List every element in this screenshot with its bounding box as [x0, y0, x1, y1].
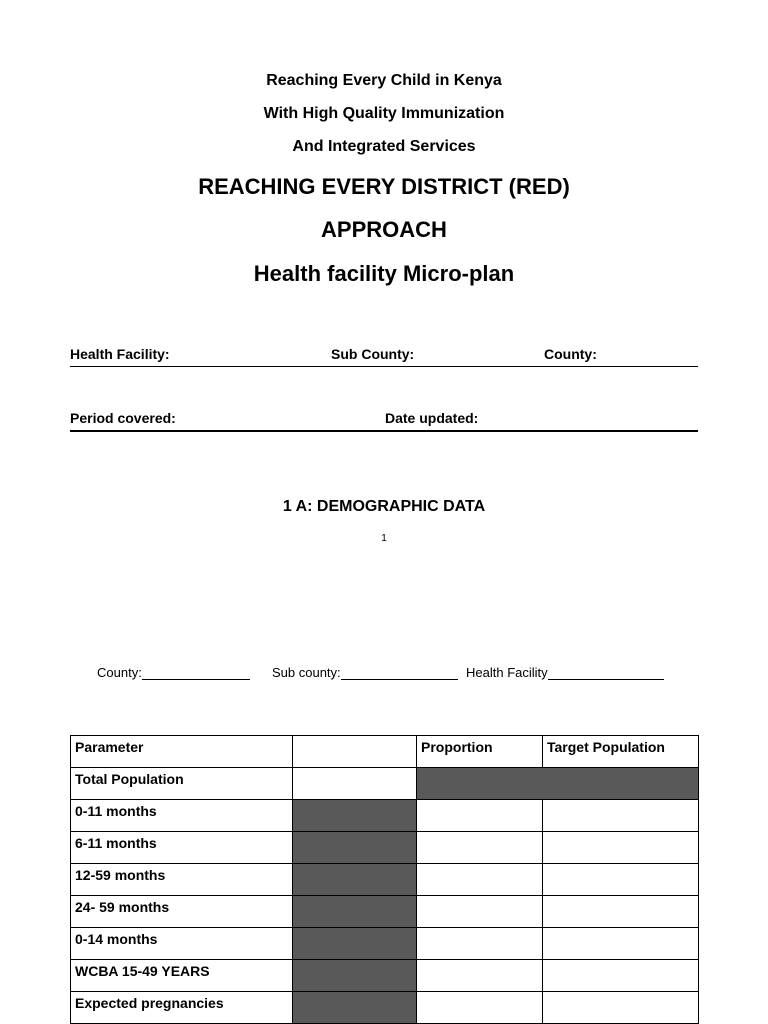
- target-population-cell[interactable]: [543, 832, 699, 864]
- facility-info-row: [70, 346, 698, 366]
- proportion-cell[interactable]: [417, 864, 543, 896]
- period-covered-label: Period covered:: [70, 410, 176, 426]
- fill-sub-county-blank: [341, 665, 458, 680]
- section-title: 1 A: DEMOGRAPHIC DATA: [282, 498, 486, 515]
- shaded-cell: [293, 896, 417, 928]
- row-label: 6-11 months: [71, 832, 293, 864]
- target-population-cell[interactable]: [543, 960, 699, 992]
- county-label: County:: [544, 346, 597, 362]
- header-proportion: Proportion: [417, 736, 543, 768]
- proportion-cell[interactable]: [417, 928, 543, 960]
- header-parameter: Parameter: [71, 736, 293, 768]
- row-label: 12-59 months: [71, 864, 293, 896]
- fill-county-blank: [142, 665, 250, 680]
- shaded-cell: [293, 992, 417, 1024]
- fill-health-facility-label: Health Facility: [466, 665, 548, 680]
- proportion-cell[interactable]: [417, 992, 543, 1024]
- header-line-3: And Integrated Services: [292, 138, 476, 155]
- table-row: [71, 832, 699, 864]
- health-facility-label: Health Facility:: [70, 346, 170, 362]
- row-label: 24- 59 months: [71, 896, 293, 928]
- fill-county-label: County:: [97, 665, 142, 680]
- value-cell[interactable]: [293, 768, 417, 800]
- shaded-cell: [293, 864, 417, 896]
- document-title-3: Health facility Micro-plan: [253, 261, 515, 286]
- table-row: [71, 992, 699, 1024]
- proportion-cell[interactable]: [417, 896, 543, 928]
- fill-sub-county: [272, 665, 458, 680]
- fill-county: [97, 665, 250, 680]
- demographic-table: [70, 735, 699, 1024]
- table-row: [71, 768, 699, 800]
- table-row: [71, 800, 699, 832]
- row-label: Expected pregnancies: [71, 992, 293, 1024]
- target-population-cell[interactable]: [543, 928, 699, 960]
- row-label: 0-14 months: [71, 928, 293, 960]
- shaded-cell: [293, 960, 417, 992]
- row-label: Total Population: [71, 768, 293, 800]
- shaded-cell: [293, 832, 417, 864]
- target-population-cell[interactable]: [543, 864, 699, 896]
- period-info-rule: [70, 430, 698, 432]
- fill-health-facility: [466, 665, 664, 680]
- header-blank: [293, 736, 417, 768]
- proportion-cell[interactable]: [417, 960, 543, 992]
- row-label: 0-11 months: [71, 800, 293, 832]
- table-row: [71, 960, 699, 992]
- shaded-cell: [417, 768, 699, 800]
- date-updated-label: Date updated:: [385, 410, 479, 426]
- target-population-cell[interactable]: [543, 896, 699, 928]
- table-row: [71, 928, 699, 960]
- target-population-cell[interactable]: [543, 800, 699, 832]
- fill-sub-county-label: Sub county:: [272, 665, 341, 680]
- table-row: [71, 896, 699, 928]
- target-population-cell[interactable]: [543, 992, 699, 1024]
- table-row: [71, 864, 699, 896]
- sub-county-label: Sub County:: [331, 346, 415, 362]
- proportion-cell[interactable]: [417, 800, 543, 832]
- fill-health-facility-blank: [548, 665, 664, 680]
- facility-info-rule: [70, 366, 698, 367]
- period-info-row: [70, 410, 698, 430]
- document-title-2: APPROACH: [321, 217, 447, 242]
- row-label: WCBA 15-49 YEARS: [71, 960, 293, 992]
- table-header-row: [71, 736, 699, 768]
- page-number: 1: [381, 533, 387, 544]
- document-title-1: REACHING EVERY DISTRICT (RED): [198, 174, 570, 199]
- shaded-cell: [293, 928, 417, 960]
- shaded-cell: [293, 800, 417, 832]
- header-target-population: Target Population: [543, 736, 699, 768]
- header-line-1: Reaching Every Child in Kenya: [266, 72, 502, 89]
- header-line-2: With High Quality Immunization: [263, 105, 505, 122]
- proportion-cell[interactable]: [417, 832, 543, 864]
